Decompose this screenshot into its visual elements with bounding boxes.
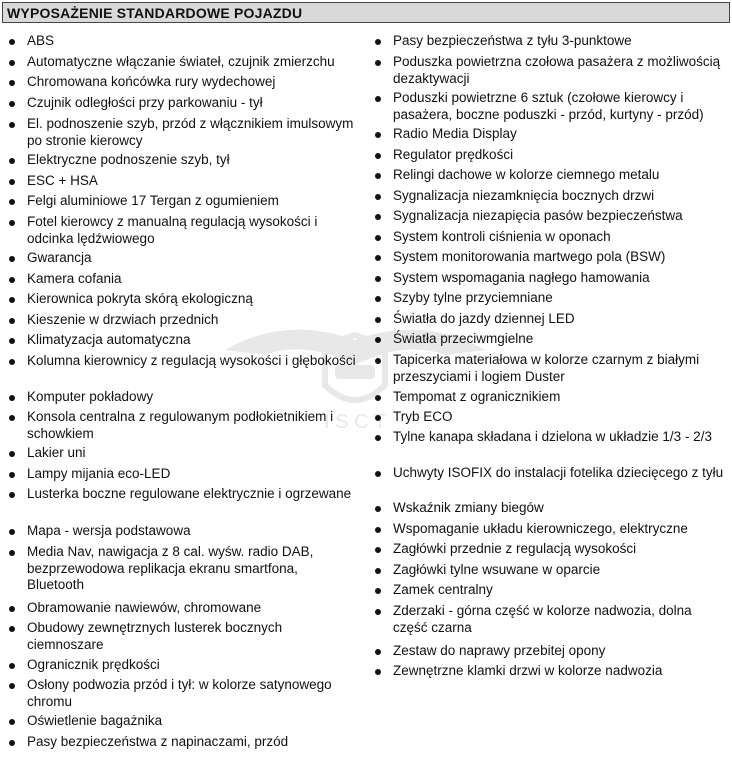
bullet-icon [375,435,381,441]
bullet-icon [9,179,15,185]
list-item [372,54,728,87]
list-item-text: Obramowanie nawiewów, chromowane [27,600,262,615]
list-item [6,353,356,370]
bullet-icon [375,669,381,675]
bullet-icon [9,415,15,421]
list-item-text: Fotel kierowcy z manualną regulacją wysokości i odcinka lędźwiowego [27,214,318,246]
bullet-icon [9,451,15,457]
list-item-text: Poduszka powietrzna czołowa pasażera z możliwością dezaktywacji [393,54,721,86]
list-item [372,663,728,680]
bullet-icon [9,550,15,556]
bullet-icon [9,606,15,612]
list-item-text: System monitorowania martwego pola (BSW) [393,249,666,264]
list-item [6,74,356,91]
list-item-text: Mapa - wersja podstawowa [27,523,191,538]
list-item [6,486,356,503]
list-item-text: Regulator prędkości [393,147,514,162]
list-item-text: Lakier uni [27,445,86,460]
bullet-icon [9,740,15,746]
list-item [372,643,728,660]
list-item [372,167,728,184]
list-item-text: Elektryczne podnoszenie szyb, tył [27,152,230,167]
bullet-icon [375,276,381,282]
list-item-text: Zderzaki - górna część w kolorze nadwozia, dolna część czarna [393,603,692,635]
list-item [6,409,356,442]
bullet-icon [9,122,15,128]
bullet-icon [9,158,15,164]
bullet-icon [375,506,381,512]
list-item-text: Tempomat z ogranicznikiem [393,389,561,404]
list-item-text: Automatyczne włączanie świateł, czujnik zmierzchu [27,54,335,69]
list-item-text: Szyby tylne przyciemniane [393,290,553,305]
list-item [372,90,728,123]
list-item-text: Uchwyty ISOFIX do instalacji fotelika dziecięcego z tyłu [393,465,724,480]
bullet-icon [375,568,381,574]
bullet-icon [375,132,381,138]
watermark-text: I S C T [324,411,386,433]
list-item-text: System wspomagania nagłego hamowania [393,270,650,285]
bullet-icon [375,358,381,364]
list-item-text: ESC + HSA [27,173,98,188]
bullet-icon [375,153,381,159]
bullet-icon [375,337,381,343]
bullet-icon [9,492,15,498]
list-item [372,331,728,348]
list-item-text: Obudowy zewnętrznych lusterek bocznych ciemnoszare [27,620,283,652]
bullet-icon [375,588,381,594]
list-item [6,193,356,210]
list-item-text: Felgi aluminiowe 17 Tergan z ogumieniem [27,193,279,208]
list-item-text: Media Nav, nawigacja z 8 cal. wyśw. radio DAB, bezprzewodowa replikacja ekranu smartfona, Bluetooth [27,544,314,592]
list-item [372,562,728,579]
list-item-text: Komputer pokładowy [27,389,154,404]
list-item [6,116,356,149]
list-item [6,466,356,483]
list-item [372,33,728,50]
bullet-icon [375,547,381,553]
bullet-icon [9,277,15,283]
list-item-text: Pasy bezpieczeństwa z tyłu 3-punktowe [393,33,632,48]
list-item-text: Wspomaganie układu kierowniczego, elektryczne [393,521,688,536]
list-item [6,33,356,50]
list-item-text: Zamek centralny [393,582,493,597]
list-item [6,332,356,349]
bullet-icon [9,663,15,669]
list-item-text: Oświetlenie bagażnika [27,713,163,728]
list-item [6,54,356,71]
bullet-icon [9,472,15,478]
list-item-text: Światła do jazdy dziennej LED [393,311,575,326]
bullet-icon [375,194,381,200]
list-item [372,229,728,246]
bullet-icon [375,527,381,533]
list-item-text: Zestaw do naprawy przebitej opony [393,643,606,658]
bullet-icon [9,220,15,226]
list-item-text: Lusterka boczne regulowane elektrycznie i ogrzewane [27,486,352,501]
list-item [372,352,728,385]
list-item [6,620,356,653]
list-item [372,521,728,538]
bullet-icon [375,609,381,615]
list-item [372,500,728,517]
bullet-icon [9,80,15,86]
bullet-icon [375,255,381,261]
list-item [372,188,728,205]
list-item-text: Radio Media Display [393,126,517,141]
list-item [6,271,356,288]
list-item [372,126,728,143]
list-item [372,249,728,266]
list-item-text: El. podnoszenie szyb, przód z włącznikiem imulsowym po stronie kierowcy [27,116,354,148]
list-item [6,95,356,112]
list-item-text: Pasy bezpieczeństwa z napinaczami, przód [27,734,289,749]
bullet-icon [9,101,15,107]
list-item-text: Tylne kanapa składana i dzielona w układzie 1/3 - 2/3 [393,429,712,444]
list-item-text: Tryb ECO [393,409,453,424]
list-item [372,208,728,225]
bullet-icon [9,359,15,365]
bullet-icon [9,683,15,689]
bullet-icon [9,529,15,535]
bullet-icon [375,214,381,220]
list-item [372,603,728,636]
list-item [372,429,728,446]
bullet-icon [375,317,381,323]
bullet-icon [375,39,381,45]
list-item-text: Kieszenie w drzwiach przednich [27,312,219,327]
list-item-text: Kamera cofania [27,271,122,286]
list-item-text: Zagłówki przednie z regulacją wysokości [393,541,637,556]
bullet-icon [375,415,381,421]
bullet-icon [9,626,15,632]
list-item [372,409,728,426]
section-title: WYPOSAŻENIE STANDARDOWE POJAZDU [7,5,303,21]
bullet-icon [9,39,15,45]
list-item-text: Ogranicznik prędkości [27,657,160,672]
list-item-text: Relingi dachowe w kolorze ciemnego metalu [393,167,660,182]
list-item [6,214,356,247]
list-item [6,713,356,730]
list-item-text: Lampy mijania eco-LED [27,466,171,481]
bullet-icon [375,235,381,241]
list-item-text: Tapicerka materiałowa w kolorze czarnym z białymi przeszyciami i logiem Duster [393,352,700,384]
bullet-icon [375,395,381,401]
list-item [6,291,356,308]
list-item [6,152,356,169]
bullet-icon [9,318,15,324]
list-item-text: Sygnalizacja niezamknięcia bocznych drzwi [393,188,655,203]
list-item-text: Czujnik odległości przy parkowaniu - tył [27,95,263,110]
list-item-text: Kolumna kierownicy z regulacją wysokości i głębokości [27,353,356,368]
bullet-icon [375,60,381,66]
list-item-text: Konsola centralna z regulowanym podłokietnikiem i schowkiem [27,409,334,441]
list-item [6,523,356,540]
list-item [6,600,356,617]
bullet-icon [9,338,15,344]
list-item [372,270,728,287]
section-header [2,2,730,23]
list-item-text: Zagłówki tylne wsuwane w oparcie [393,562,601,577]
list-item [6,389,356,406]
list-item-text: Chromowana końcówka rury wydechowej [27,74,276,89]
bullet-icon [375,471,381,477]
list-item [6,173,356,190]
list-item [372,541,728,558]
list-item [6,312,356,329]
list-item [6,657,356,674]
list-item-text: ABS [27,33,55,48]
list-item [6,734,356,751]
list-item-text: Klimatyzacja automatyczna [27,332,191,347]
list-item-text: Wskaźnik zmiany biegów [393,500,544,515]
bullet-icon [9,199,15,205]
bullet-icon [9,60,15,66]
list-item-text: Poduszki powietrzne 6 sztuk (czołowe kierowcy i pasażera, boczne poduszki - przód, kurtyny - przód) [393,90,704,122]
list-item [372,582,728,599]
list-item [6,544,356,594]
list-item-text: Kierownica pokryta skórą ekologiczną [27,291,253,306]
bullet-icon [9,297,15,303]
bullet-icon [375,96,381,102]
bullet-icon [375,649,381,655]
list-item [372,147,728,164]
bullet-icon [9,256,15,262]
list-item [372,389,728,406]
bullet-icon [9,719,15,725]
list-item [6,677,356,710]
bullet-icon [375,296,381,302]
list-item-text: Zewnętrzne klamki drzwi w kolorze nadwozia [393,663,663,678]
list-item-text: Gwarancja [27,250,92,265]
list-item [6,445,356,462]
list-item-text: Osłony podwozia przód i tył: w kolorze satynowego chromu [27,677,332,709]
list-item-text: Światła przeciwmgielne [393,331,534,346]
list-item [6,250,356,267]
list-item [372,290,728,307]
bullet-icon [9,395,15,401]
list-item [372,311,728,328]
list-item-text: Sygnalizacja niezapięcia pasów bezpieczeństwa [393,208,683,223]
list-item-text: System kontroli ciśnienia w oponach [393,229,611,244]
bullet-icon [375,173,381,179]
list-item [372,465,728,482]
